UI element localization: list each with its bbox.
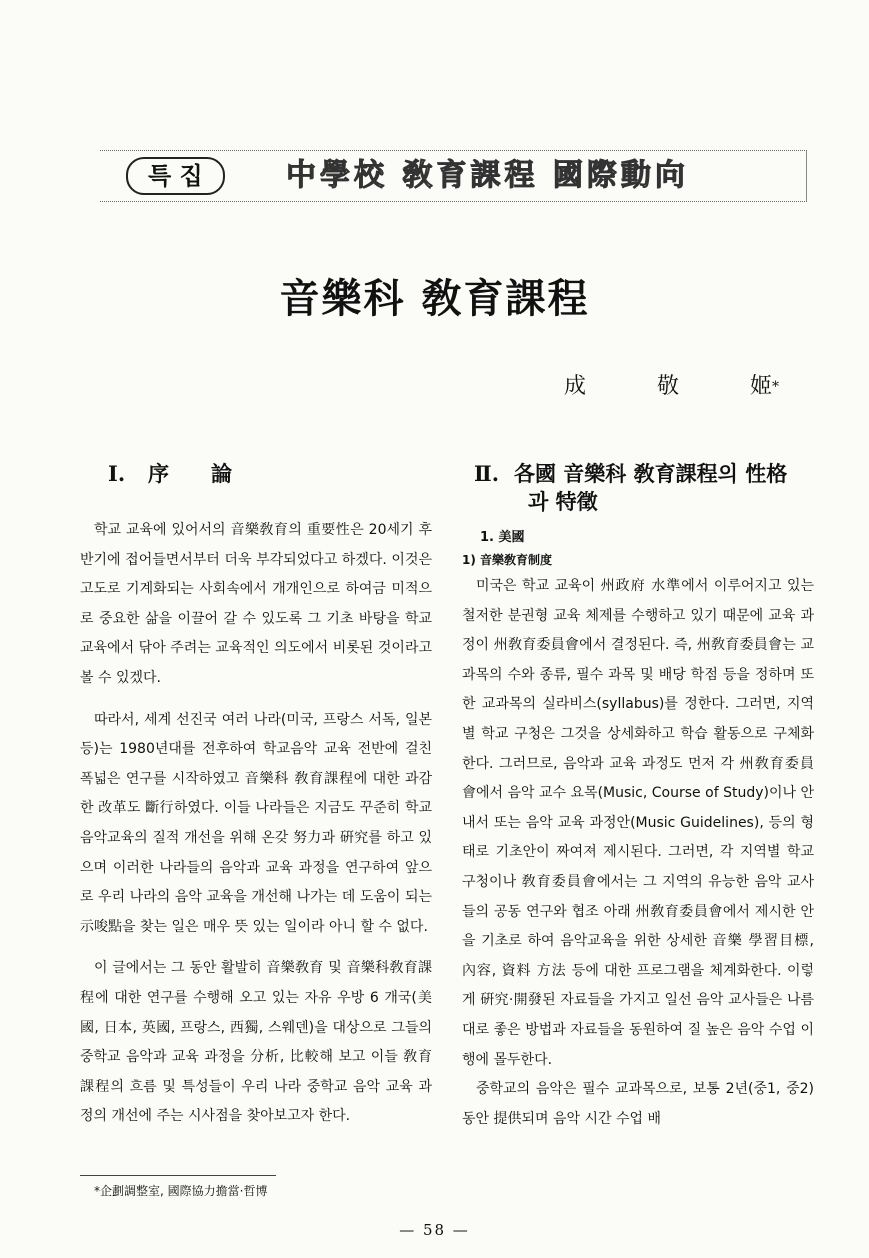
section-2-number: Ⅱ. [474,461,500,486]
section-1-paragraph-1: 학교 교육에 있어서의 音樂敎育의 重要性은 20세기 후반기에 접어들면서부터 더욱 부각되었다고 하겠다. 이것은 고도로 기계화되는 사회속에서 개개인으로 하여금 미적으로 중요한 삶을 이끌어 갈 수 있도록 그 기초 바탕을 학교 교육에서 닦아 주려는 교육적인 의도에서 비롯된 것이라고 볼 수 있겠다. [80,522,432,686]
section-2-paragraph-2: 중학교의 음악은 필수 교과목으로, 보통 2년(중1, 중2) 동안 提供되며 음악 시간 수업 배 [462,1081,814,1127]
feature-label: 특 집 [126,157,225,195]
section-2-paragraph-1: 미국은 학교 교육이 州政府 水準에서 이루어지고 있는 철저한 분권형 교육 체제를 수행하고 있기 때문에 교육 과정이 州敎育委員會에서 결정된다. 즉, 州敎育委員會는 교과목의 수와 종류, 필수 과목 및 배당 학점 등을 정하며 또한 교과목의 실라비스(syllabus)를 정한다. 그러면, 지역별 학교 구청은 그것을 상세화하고 학습 활동으로 구체화한다. 그러므로, 음악과 교육 과정도 먼저 각 州敎育委員會에서 음악 교수 요목(Music, Course of Study)이나 안내서 또는 음악 교육 과정안(Music Guidelines), 등의 형태로 기초안이 짜여져 제시된다. 그러면, 각 지역별 학교 구청이나 敎育委員會에서는 그 지역의 유능한 음악 교사들의 공동 연구와 협조 아래 州敎育委員會에서 제시한 안을 기초로 하여 음악교육을 위한 상세한 音樂 學習目標, 內容, 資料 方法 등에 대한 프로그램을 체계화한다. 이렇게 硏究·開發된 자료들을 가지고 일선 음악 교사들은 나름대로 좋은 방법과 자료들을 동원하여 질 높은 음악 수업 이행에 몰두한다. [462,578,814,1068]
article-title: 音樂科 敎育課程 [279,275,590,322]
feature-banner [100,150,807,202]
feature-heading: 中學校 敎育課程 國際動向 [286,158,689,193]
right-column [462,460,814,1134]
author-name [564,372,779,402]
author-char-1: 成 [564,374,587,399]
section-1-heading [80,460,432,516]
author-footnote-mark: * [771,379,779,395]
section-1-paragraph-3: 이 글에서는 그 동안 활발히 音樂敎育 및 音樂科敎育課程에 대한 연구를 수행해 오고 있는 자유 우방 6 개국(美國, 日本, 英國, 프랑스, 西獨, 스웨덴)을 대상으로 그들의 중학교 음악과 교육 과정을 分析, 比較해 보고 이들 敎育課程의 흐름 및 특성들이 우리 나라 중학교 음악 교육 과정의 개선에 주는 시사점을 찾아보고자 한다. [80,960,432,1125]
section-1-number: Ⅰ. [108,461,126,486]
section-1-title: 序 論 [148,461,232,486]
section-2-heading [462,460,814,516]
page-number: — 58 — [399,1221,470,1239]
subsection-usa: 1. 美國 [480,530,525,545]
footnote-divider [80,1175,276,1176]
section-2-title-line-1: 各國 音樂科 敎育課程의 性格 [514,461,788,486]
author-footnote: *企劃調整室, 國際協力擔當·哲博 [94,1184,268,1198]
subsection-music-education-system: 1) 音樂敎育制度 [462,553,553,567]
section-2-title-line-2: 과 特徵 [528,489,598,514]
author-char-3: 姬* [749,374,779,399]
left-column [80,460,432,1132]
section-1-paragraph-2: 따라서, 세계 선진국 여러 나라(미국, 프랑스 서독, 일본 등)는 1980년대를 전후하여 학교음악 교육 전반에 걸친 폭넓은 연구를 시작하였고 音樂科 敎育課程에 대한 과감한 改革도 斷行하였다. 이들 나라들은 지금도 꾸준히 학교 음악교육의 질적 개선을 위해 온갖 努力과 硏究를 하고 있으며 이러한 나라들의 음악과 교육 과정을 연구하여 앞으로 우리 나라의 음악 교육을 개선해 나가는 데 도움이 되는 示唆點을 찾는 일은 매우 뜻 있는 일이라 아니 할 수 없다. [80,711,432,935]
author-char-2: 敬 [656,374,679,399]
